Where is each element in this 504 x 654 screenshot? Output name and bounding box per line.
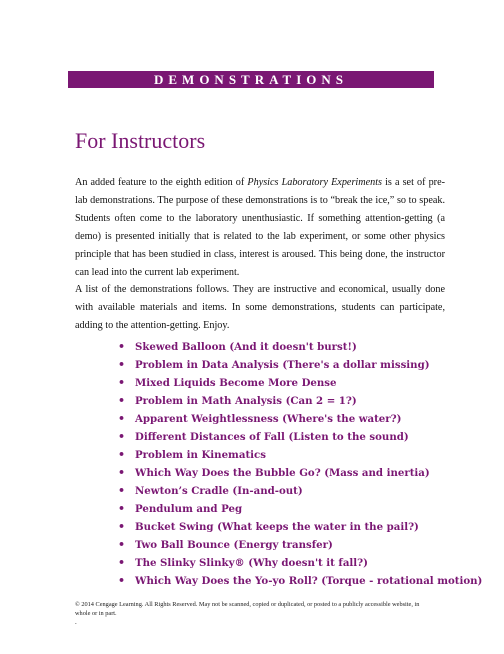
bullet-icon: • [118,466,126,479]
demo-title: The Slinky Slinky® (Why doesn't it fall?) [135,557,368,569]
intro-text-start: An added feature to the eighth edition of [75,177,248,188]
list-item [118,554,458,572]
demo-title: Apparent Weightlessness (Where's the water?) [135,413,402,425]
list-item [118,428,458,446]
demo-title: Which Way Does the Yo-yo Roll? (Torque - rotational motion) [135,575,483,587]
page-title: For Instructors [75,128,206,153]
list-item [118,536,458,554]
bullet-icon: • [118,448,126,461]
list-item [118,392,458,410]
list-item [118,356,458,374]
list-item [118,572,483,590]
list-item [118,410,458,428]
list-item [118,464,458,482]
demo-title: Bucket Swing (What keeps the water in the pail?) [135,521,419,533]
bullet-icon: • [118,556,126,569]
section-banner: DEMONSTRATIONS [68,71,434,88]
bullet-icon: • [118,358,126,371]
bullet-icon: • [118,376,126,389]
bullet-icon: • [118,520,126,533]
copyright-notice: © 2014 Cengage Learning. All Rights Reserved. May not be scanned, copied or duplicated, or posted to a publicly accessible website, in whole or in part. [75,601,420,617]
list-item [118,500,458,518]
demo-title: Problem in Kinematics [135,449,266,461]
demo-title: Which Way Does the Bubble Go? (Mass and inertia) [135,467,430,479]
footer-mark: . [75,618,77,626]
list-item [118,518,458,536]
demo-title: Different Distances of Fall (Listen to the sound) [135,431,409,443]
list-item [118,446,458,464]
bullet-icon: • [118,412,126,425]
intro-text-rest: is a set of pre-lab demonstrations. The purpose of these demonstrations is to “break the ice,” so to speak. Students often come to the laboratory unenthusiastic. If something attention-getting (a demo) is presented initially that is related to the lab experiment, or some other physics principle that has been studied in class, interest is aroused. This being done, the instructor can lead into the current lab experiment. [75,177,445,278]
bullet-icon: • [118,484,126,497]
demo-title: Pendulum and Peg [135,503,243,515]
demo-title: Two Ball Bounce (Energy transfer) [135,539,333,551]
list-item [118,374,458,392]
bullet-icon: • [118,394,126,407]
list-intro-paragraph: A list of the demonstrations follows. They are instructive and economical, usually done with available materials and items. In some demonstrations, students can participate, adding to the attention-getting. Enjoy. [75,284,445,331]
demo-title: Newton’s Cradle (In-and-out) [135,485,303,497]
demo-title: Problem in Data Analysis (There's a dollar missing) [135,359,430,371]
bullet-icon: • [118,502,126,515]
demonstration-list [118,338,483,590]
list-item [118,338,458,356]
list-item [118,482,458,500]
bullet-icon: • [118,538,126,551]
demo-title: Mixed Liquids Become More Dense [135,377,337,389]
bullet-icon: • [118,430,126,443]
book-title: Physics Laboratory Experiments [247,177,383,188]
bullet-icon: • [118,340,126,353]
bullet-icon: • [118,574,126,587]
demo-title: Problem in Math Analysis (Can 2 = 1?) [135,395,357,407]
intro-paragraph [75,174,445,282]
demo-title: Skewed Balloon (And it doesn't burst!) [135,341,357,353]
